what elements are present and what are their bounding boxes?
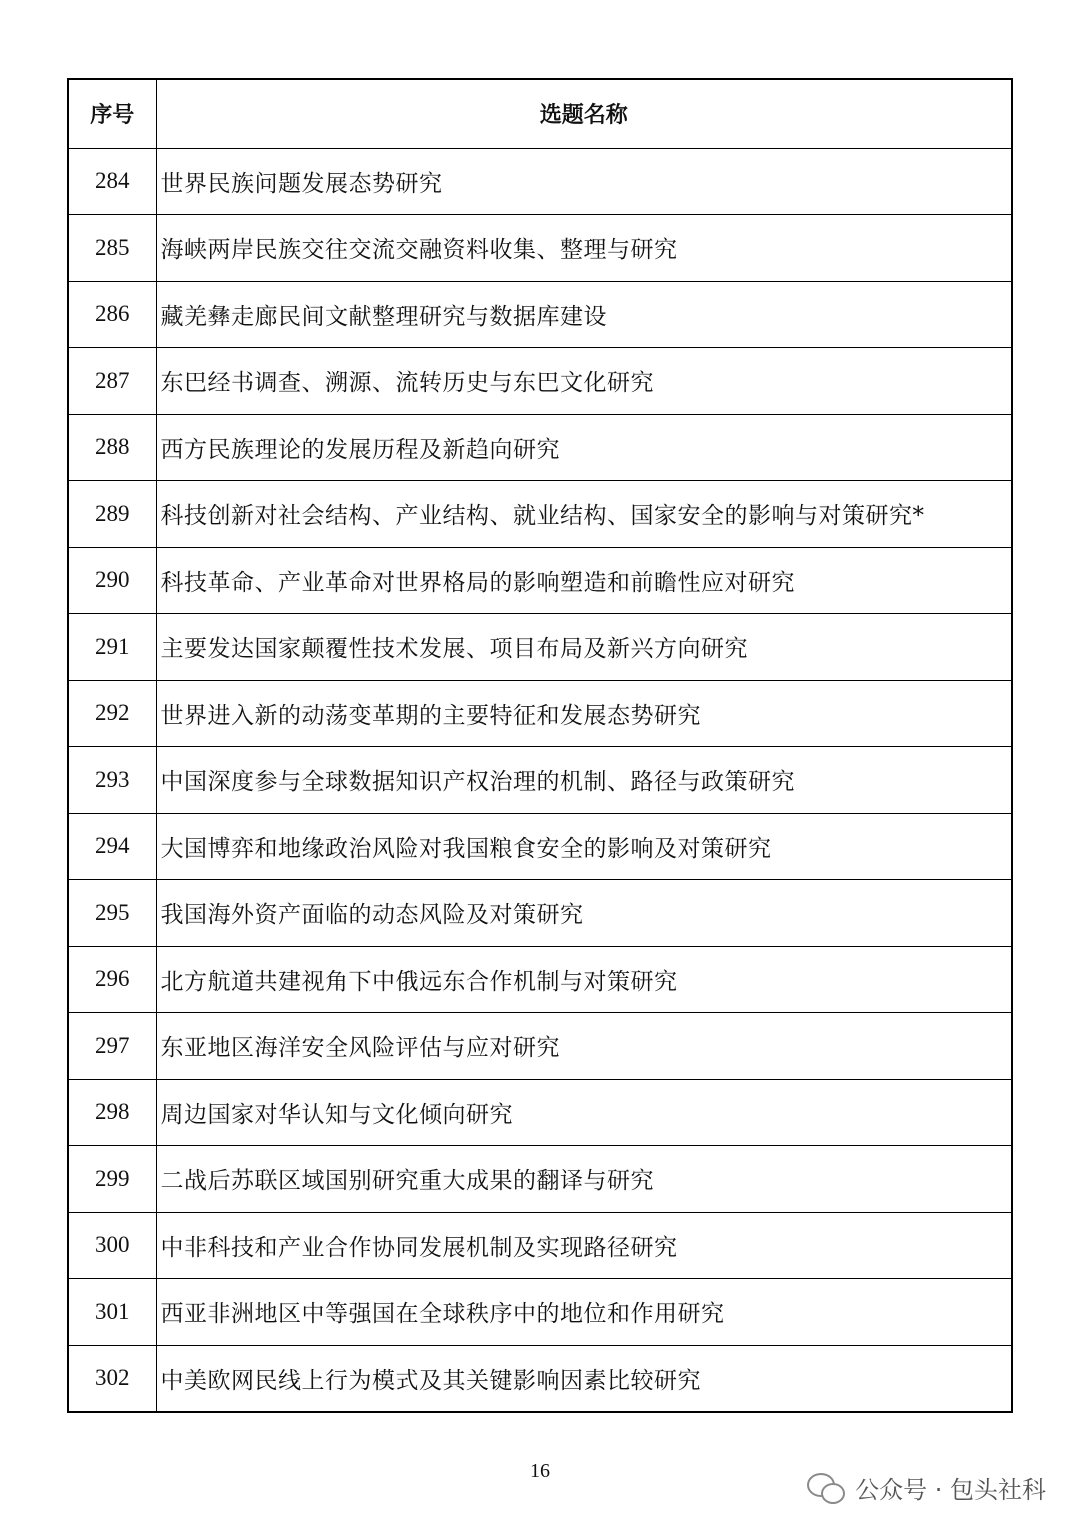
row-title: 中国深度参与全球数据知识产权治理的机制、路径与政策研究: [156, 747, 1012, 814]
table-row: [68, 1345, 1012, 1412]
wechat-icon: [807, 1471, 847, 1503]
row-title: 东巴经书调查、溯源、流转历史与东巴文化研究: [156, 348, 1012, 415]
row-title: 周边国家对华认知与文化倾向研究: [156, 1079, 1012, 1146]
table-row: [68, 281, 1012, 348]
table-row: [68, 680, 1012, 747]
row-title: 世界民族问题发展态势研究: [156, 148, 1012, 215]
row-number: 285: [68, 215, 156, 282]
table-row: [68, 547, 1012, 614]
table-row: [68, 813, 1012, 880]
table-header-row: [68, 79, 1012, 148]
table-row: [68, 215, 1012, 282]
row-number: 289: [68, 481, 156, 548]
row-title: 大国博弈和地缘政治风险对我国粮食安全的影响及对策研究: [156, 813, 1012, 880]
table-row: [68, 348, 1012, 415]
row-title: 中美欧网民线上行为模式及其关键影响因素比较研究: [156, 1345, 1012, 1412]
row-number: 294: [68, 813, 156, 880]
row-title: 科技创新对社会结构、产业结构、就业结构、国家安全的影响与对策研究*: [156, 481, 1012, 548]
page-number: 16: [530, 1460, 550, 1482]
table-row: [68, 747, 1012, 814]
row-title: 北方航道共建视角下中俄远东合作机制与对策研究: [156, 946, 1012, 1013]
row-number: 297: [68, 1013, 156, 1080]
table-row: [68, 1279, 1012, 1346]
row-title: 二战后苏联区域国别研究重大成果的翻译与研究: [156, 1146, 1012, 1213]
table-row: [68, 148, 1012, 215]
row-title: 海峡两岸民族交往交流交融资料收集、整理与研究: [156, 215, 1012, 282]
row-number: 284: [68, 148, 156, 215]
row-title: 我国海外资产面临的动态风险及对策研究: [156, 880, 1012, 947]
table-row: [68, 481, 1012, 548]
row-number: 299: [68, 1146, 156, 1213]
table-row: [68, 614, 1012, 681]
row-number: 287: [68, 348, 156, 415]
table-row: [68, 1212, 1012, 1279]
header-title: 选题名称: [156, 79, 1012, 148]
watermark-text: 公众号 · 包头社科: [855, 1475, 1046, 1504]
table-row: [68, 946, 1012, 1013]
table-row: [68, 1079, 1012, 1146]
watermark: [807, 1469, 1046, 1505]
row-number: 302: [68, 1345, 156, 1412]
row-number: 291: [68, 614, 156, 681]
row-number: 290: [68, 547, 156, 614]
row-number: 293: [68, 747, 156, 814]
row-number: 288: [68, 414, 156, 481]
row-title: 西亚非洲地区中等强国在全球秩序中的地位和作用研究: [156, 1279, 1012, 1346]
row-number: 292: [68, 680, 156, 747]
table-row: [68, 1013, 1012, 1080]
row-title: 东亚地区海洋安全风险评估与应对研究: [156, 1013, 1012, 1080]
row-number: 298: [68, 1079, 156, 1146]
header-number: 序号: [68, 79, 156, 148]
row-number: 295: [68, 880, 156, 947]
row-title: 科技革命、产业革命对世界格局的影响塑造和前瞻性应对研究: [156, 547, 1012, 614]
row-number: 286: [68, 281, 156, 348]
row-title: 西方民族理论的发展历程及新趋向研究: [156, 414, 1012, 481]
row-number: 301: [68, 1279, 156, 1346]
topics-table: [67, 78, 1013, 1413]
row-title: 主要发达国家颠覆性技术发展、项目布局及新兴方向研究: [156, 614, 1012, 681]
table-row: [68, 1146, 1012, 1213]
row-number: 296: [68, 946, 156, 1013]
table-row: [68, 414, 1012, 481]
row-title: 藏羌彝走廊民间文献整理研究与数据库建设: [156, 281, 1012, 348]
row-title: 中非科技和产业合作协同发展机制及实现路径研究: [156, 1212, 1012, 1279]
row-title: 世界进入新的动荡变革期的主要特征和发展态势研究: [156, 680, 1012, 747]
table-row: [68, 880, 1012, 947]
row-number: 300: [68, 1212, 156, 1279]
